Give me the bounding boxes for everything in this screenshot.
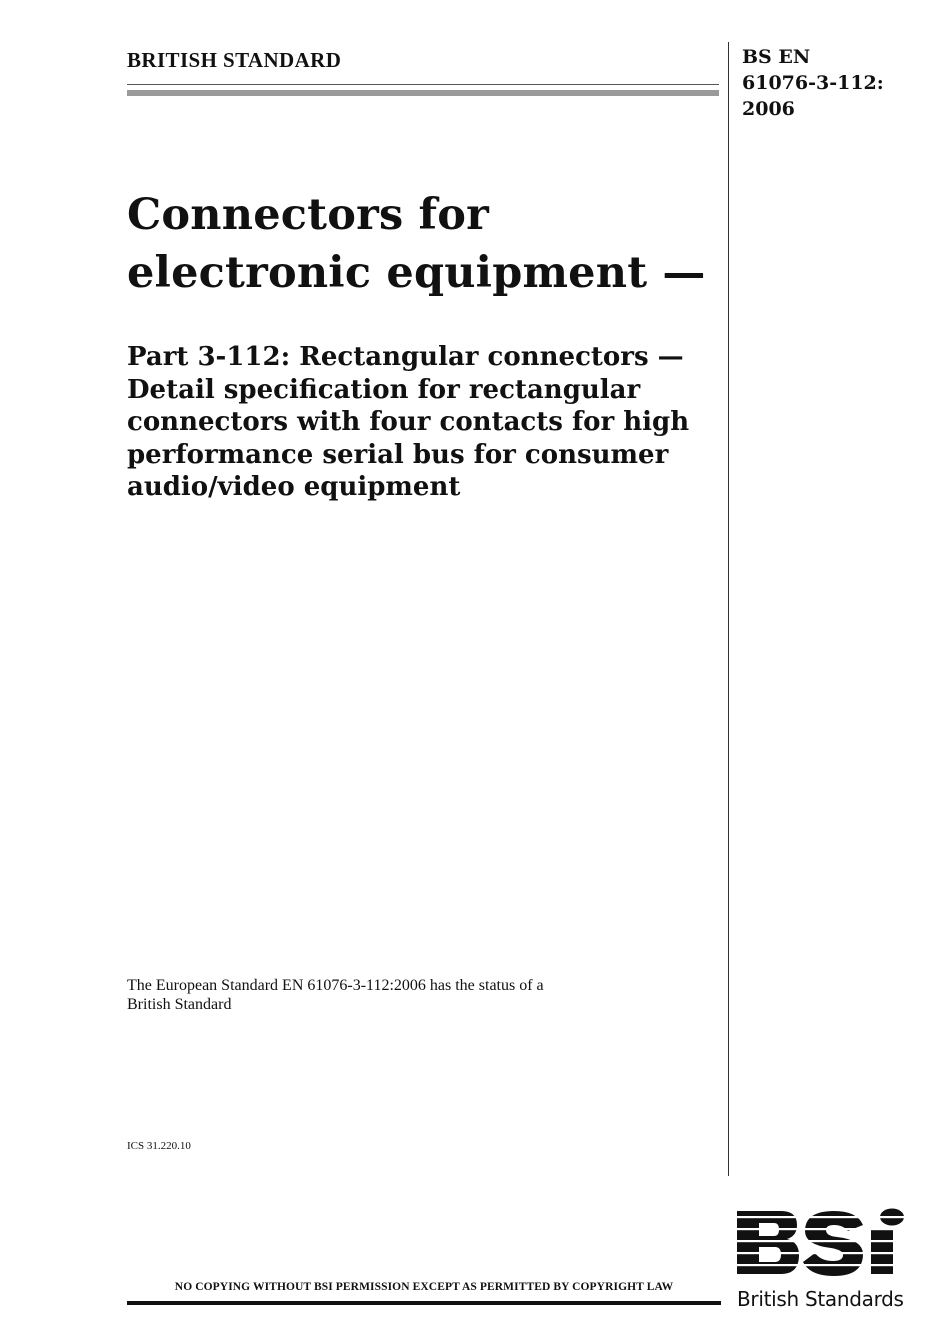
document-number-line: BS EN: [742, 46, 811, 68]
footer-rule: [127, 1301, 721, 1305]
subtitle-line: performance serial bus for consumer: [127, 439, 669, 470]
bsi-wordmark-icon: [735, 1208, 907, 1286]
main-title: [127, 186, 722, 302]
vertical-divider: [728, 42, 729, 1176]
subtitle-line: connectors with four contacts for high: [127, 407, 690, 437]
subtitle-line: audio/video equipment: [127, 472, 461, 502]
subtitle: [127, 341, 722, 504]
status-note-line: The European Standard EN 61076-3-112:2006 has the status of a: [127, 977, 544, 994]
document-number: [742, 44, 932, 122]
subtitle-line: Detail specification for rectangular: [127, 374, 641, 405]
document-number-line: 2006: [742, 98, 795, 120]
document-number-line: 61076-3-112:: [742, 72, 884, 94]
header-label: BRITISH STANDARD: [127, 48, 342, 72]
main-title-line: electronic equipment —: [127, 248, 706, 298]
main-title-line: Connectors for: [127, 190, 489, 240]
status-note-line: British Standard: [127, 996, 232, 1013]
status-note: [127, 976, 687, 1014]
ics-code: ICS 31.220.10: [127, 1140, 191, 1152]
subtitle-line: Part 3-112: Rectangular connectors —: [127, 342, 684, 372]
header-rule-thin: [127, 84, 719, 85]
header-rule-thick: [127, 90, 719, 96]
bsi-logo-caption: British Standards: [737, 1287, 904, 1311]
copyright-notice: NO COPYING WITHOUT BSI PERMISSION EXCEPT AS PERMITTED BY COPYRIGHT LAW: [174, 1281, 674, 1293]
